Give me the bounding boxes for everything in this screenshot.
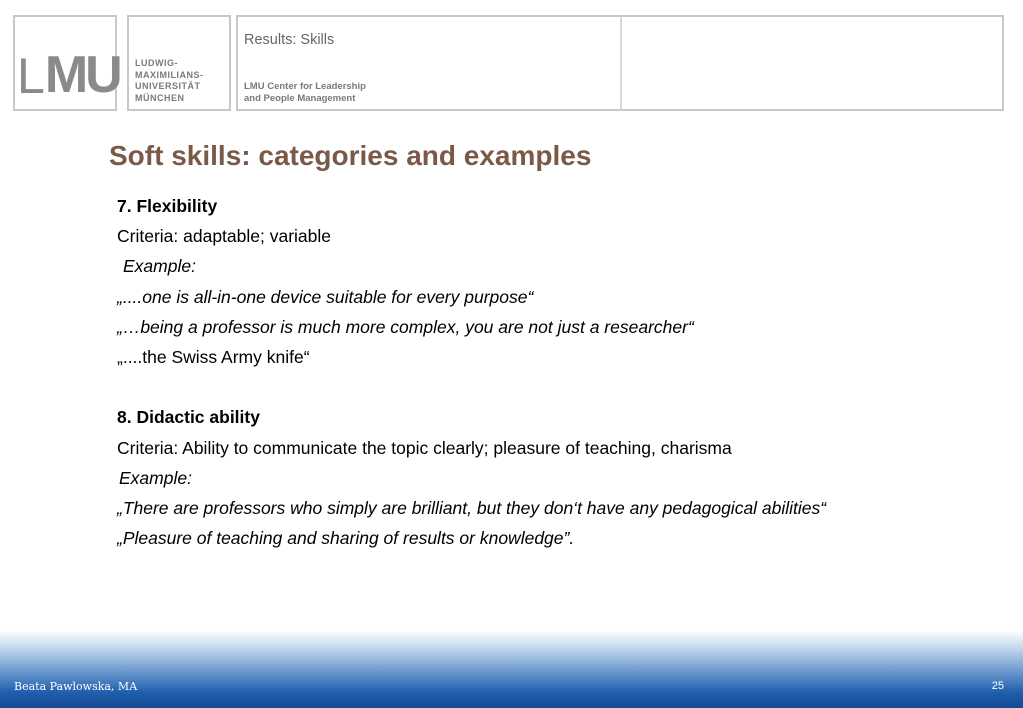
lmu-logo-box: [13, 15, 120, 111]
author-name: Beata Pawlowska, MA: [14, 680, 138, 693]
didactic-criteria: Criteria: Ability to communicate the topic clearly; pleasure of teaching, charisma: [117, 437, 732, 458]
flexibility-heading: 7. Flexibility: [117, 196, 218, 216]
didactic-heading: 8. Didactic ability: [117, 407, 260, 428]
logo-letters-mu: MU: [44, 46, 120, 104]
section-title: Results: Skills: [244, 32, 335, 48]
slide-content: [117, 191, 826, 553]
flexibility-quote: „....one is all-in-one device suitable for every purpose“: [117, 286, 534, 307]
page-number: 25: [991, 680, 1004, 692]
university-line: MÜNCHEN: [135, 92, 185, 103]
section-spacer: [117, 372, 826, 402]
university-line: MAXIMILIANS-: [135, 69, 204, 80]
footer-bar: [0, 630, 1023, 708]
flexibility-criteria: Criteria: adaptable; variable: [117, 226, 332, 247]
didactic-quote: „Pleasure of teaching and sharing of results or knowledge”.: [117, 528, 575, 549]
university-name: [135, 58, 204, 104]
center-line: and People Management: [244, 93, 356, 104]
slide-title: Soft skills: categories and examples: [109, 140, 592, 171]
header-title-box: [236, 15, 1004, 111]
didactic-quote: „There are professors who simply are brilliant, but they don‘t have any pedagogical abilities“: [117, 498, 827, 519]
flexibility-quote: „....the Swiss Army knife“: [117, 347, 310, 368]
lmu-logo: [17, 43, 120, 104]
center-name: [244, 81, 366, 105]
center-line: LMU Center for Leadership: [244, 81, 366, 92]
header-divider: [620, 17, 622, 111]
didactic-example-label: Example:: [119, 467, 192, 488]
university-name-box: [127, 15, 231, 111]
logo-letter-l: L: [17, 48, 45, 104]
university-line: LUDWIG-: [135, 58, 178, 68]
flexibility-example-label: Example:: [123, 256, 196, 277]
university-line: UNIVERSITÄT: [135, 81, 201, 91]
flexibility-quote: „…being a professor is much more complex, you are not just a researcher“: [117, 316, 694, 337]
